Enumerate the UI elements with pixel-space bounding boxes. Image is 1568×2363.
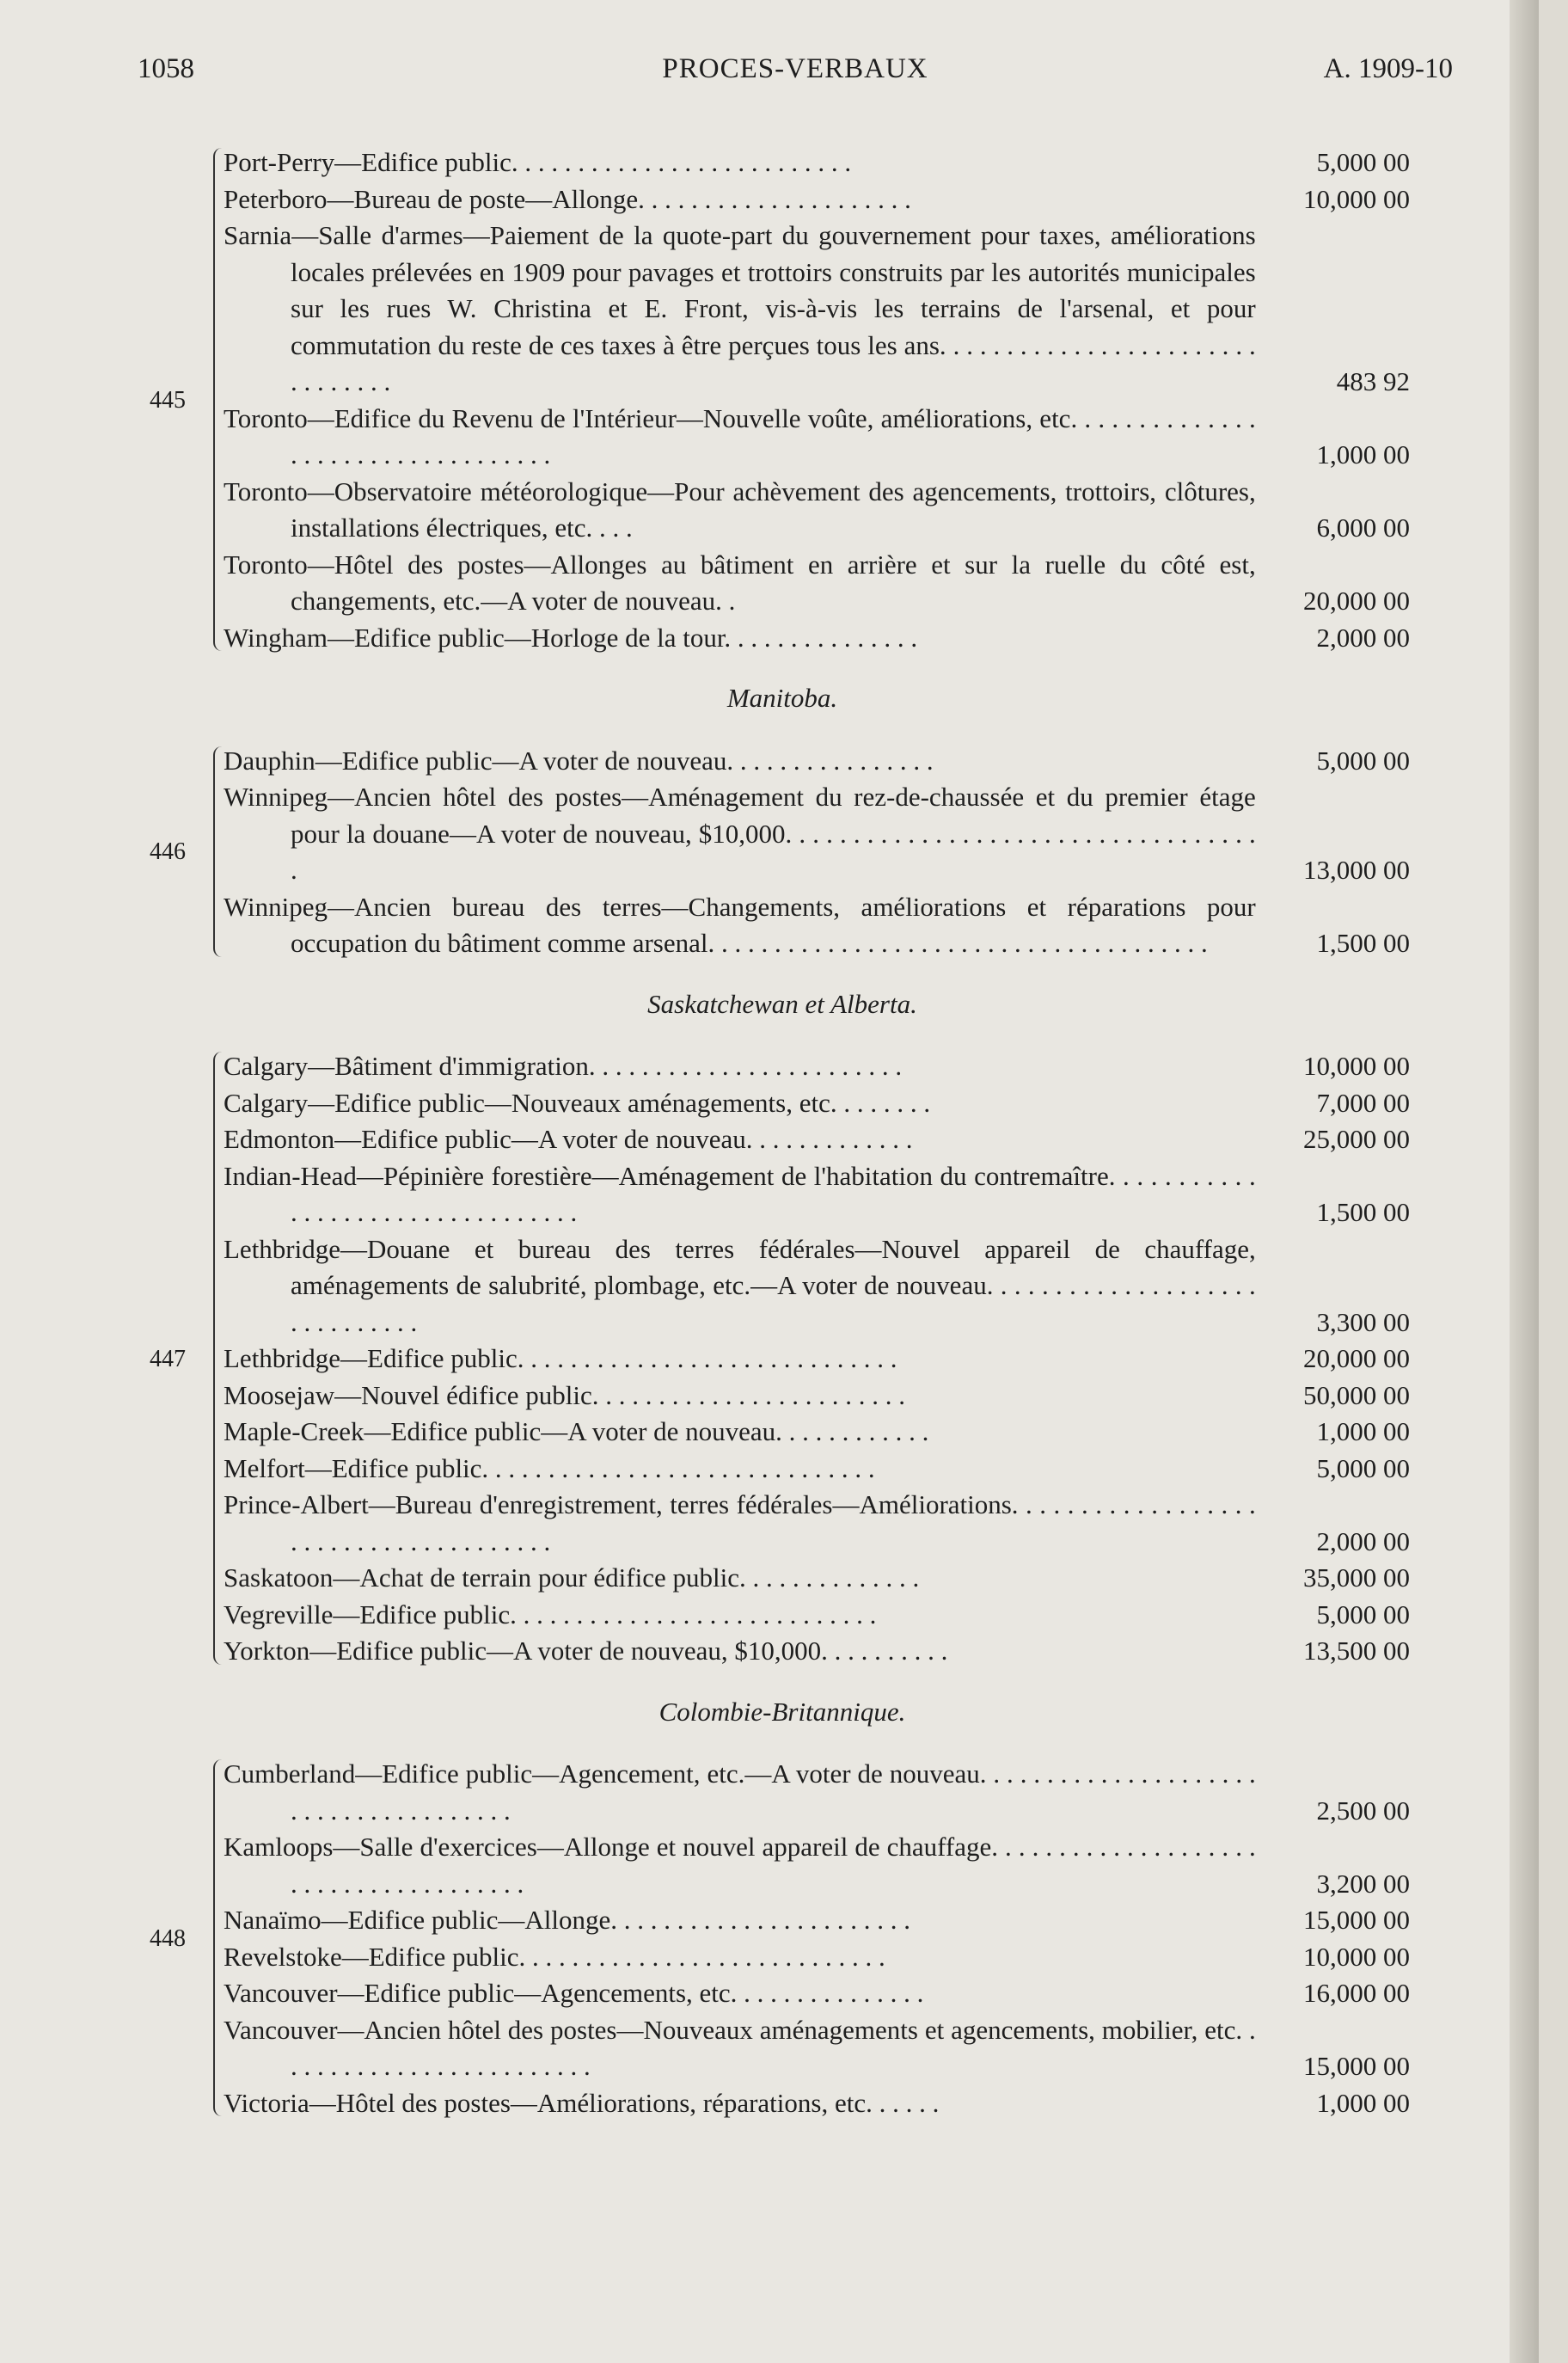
item-list <box>224 1048 1410 1670</box>
list-item <box>224 218 1410 401</box>
item-description: Saskatoon—Achat de terrain pour édifice public. . . . . . . . . . . . . . <box>224 1562 920 1593</box>
item-description: Calgary—Bâtiment d'immigration. . . . . . . . . . . . . . . . . . . . . . . . <box>224 1051 903 1081</box>
item-description: Port-Perry—Edifice public. . . . . . . . . . . . . . . . . . . . . . . . . . <box>224 147 852 177</box>
item-amount: 3,300 00 <box>1316 1306 1410 1337</box>
item-amount: 10,000 00 <box>1303 1051 1410 1081</box>
item-description: Vancouver—Edifice public—Agencements, etc. . . . . . . . . . . . . . . <box>224 1978 924 2008</box>
list-item <box>224 1633 1410 1670</box>
item-description: Peterboro—Bureau de poste—Allonge. . . . . . . . . . . . . . . . . . . . . <box>224 183 911 214</box>
list-item <box>224 1085 1410 1122</box>
binding-gutter <box>1510 0 1539 2363</box>
list-item <box>224 743 1410 780</box>
group-brace <box>213 1759 224 2116</box>
item-list <box>224 144 1410 656</box>
list-item <box>224 474 1410 547</box>
vote-group <box>150 1048 1461 1670</box>
item-description: Victoria—Hôtel des postes—Améliorations, réparations, etc. . . . . . <box>224 2087 940 2118</box>
item-description: Lethbridge—Douane et bureau des terres fédérales—Nouvel appareil de chauffage, aménagements de salubrité, plombage, etc.—A voter de nouveau. . . . . . . . . . . . . . . . . . . . . . . . . . . . . . <box>224 1233 1256 1337</box>
item-amount: 15,000 00 <box>1303 2051 1410 2081</box>
list-item <box>224 1939 1410 1976</box>
item-description: Edmonton—Edifice public—A voter de nouveau. . . . . . . . . . . . . <box>224 1124 913 1154</box>
group-brace <box>213 1052 224 1665</box>
item-description: Indian-Head—Pépinière forestière—Aménagement de l'habitation du contremaître. . . . . . . . . . . . . . . . . . . . . . . . . . . . . . . . . <box>224 1160 1256 1227</box>
list-item <box>224 2085 1410 2122</box>
list-item <box>224 1975 1410 2012</box>
item-amount: 1,500 00 <box>1316 1197 1410 1227</box>
item-description: Vegreville—Edifice public. . . . . . . . . . . . . . . . . . . . . . . . . . . . <box>224 1599 877 1630</box>
list-item <box>224 1121 1410 1158</box>
section-title: Manitoba. <box>726 683 838 713</box>
item-amount: 5,000 00 <box>1316 1452 1410 1483</box>
appropriations-list <box>150 144 1461 2121</box>
list-item <box>224 1451 1410 1488</box>
vote-group <box>150 1756 1461 2121</box>
list-item <box>224 1341 1410 1378</box>
list-item <box>224 547 1410 620</box>
item-amount: 6,000 00 <box>1316 512 1410 543</box>
group-brace <box>213 148 224 651</box>
item-amount: 50,000 00 <box>1303 1379 1410 1410</box>
list-item <box>224 1902 1410 1939</box>
list-item <box>224 1597 1410 1634</box>
item-amount: 3,200 00 <box>1316 1868 1410 1899</box>
item-description: Sarnia—Salle d'armes—Paiement de la quote-part du gouvernement pour taxes, améliorations locales prélevées en 1909 pour pavages et trottoirs construits par les autorités municipales sur les rues W. Christina et E. Front, vis-à-vis les terrains de l'arsenal, et pour commutation du reste de ces taxes à être perçues tous les ans. . . . . . . . . . . . . . . . . . . . . . . . . . . . . . . . <box>224 220 1256 396</box>
item-amount: 13,500 00 <box>1303 1636 1410 1666</box>
item-list <box>224 743 1410 962</box>
list-item <box>224 1231 1410 1341</box>
item-amount: 5,000 00 <box>1316 1599 1410 1630</box>
item-description: Melfort—Edifice public. . . . . . . . . . . . . . . . . . . . . . . . . . . . . . <box>224 1452 875 1483</box>
item-description: Kamloops—Salle d'exercices—Allonge et nouvel appareil de chauffage. . . . . . . . . . . . . . . . . . . . . . . . . . . . . . . . . . . . . . <box>224 1832 1256 1899</box>
group-brace <box>213 746 224 957</box>
item-amount: 5,000 00 <box>1316 147 1410 177</box>
item-description: Toronto—Hôtel des postes—Allonges au bâtiment en arrière et sur la ruelle du côté est, changements, etc.—A voter de nouveau. . <box>224 549 1256 616</box>
vote-number: 448 <box>150 1924 186 1952</box>
list-item <box>224 1048 1410 1085</box>
item-description: Vancouver—Ancien hôtel des postes—Nouveaux aménagements et agencements, mobilier, etc. . . . . . . . . . . . . . . . . . . . . . . . . <box>224 2014 1256 2081</box>
list-item <box>224 1414 1410 1451</box>
item-amount: 25,000 00 <box>1303 1124 1410 1154</box>
item-description: Winnipeg—Ancien bureau des terres—Changements, améliorations et réparations pour occupation du bâtiment comme arsenal. . . . . . . . . . . . . . . . . . . . . . . . . . . . . . . . . . . . . . <box>224 891 1256 958</box>
list-item <box>224 1756 1410 1829</box>
item-amount: 13,000 00 <box>1303 855 1410 885</box>
vote-number: 446 <box>150 838 186 865</box>
item-amount: 1,500 00 <box>1316 928 1410 958</box>
item-amount: 2,000 00 <box>1316 622 1410 653</box>
vote-number: 445 <box>150 386 186 414</box>
item-description: Toronto—Edifice du Revenu de l'Intérieur—Nouvelle voûte, améliorations, etc. . . . . . . . . . . . . . . . . . . . . . . . . . . . . . . . . . <box>224 402 1256 470</box>
list-item <box>224 889 1410 962</box>
page-title: PROCES-VERBAUX <box>662 53 928 84</box>
item-description: Dauphin—Edifice public—A voter de nouveau. . . . . . . . . . . . . . . . <box>224 745 934 776</box>
item-amount: 5,000 00 <box>1316 745 1410 776</box>
session-year: A. 1909-10 <box>1323 53 1453 84</box>
list-item <box>224 1378 1410 1415</box>
item-description: Wingham—Edifice public—Horloge de la tour. . . . . . . . . . . . . . . <box>224 622 918 653</box>
item-description: Calgary—Edifice public—Nouveaux aménagements, etc. . . . . . . . <box>224 1087 931 1118</box>
section-title: Colombie-Britannique. <box>658 1696 906 1727</box>
item-description: Winnipeg—Ancien hôtel des postes—Aménagement du rez-de-chaussée et du premier étage pour la douane—A voter de nouveau, $10,000. . . . . . . . . . . . . . . . . . . . . . . . . . . . . . . . . . . . <box>224 782 1256 885</box>
list-item <box>224 779 1410 889</box>
list-item <box>224 1829 1410 1902</box>
vote-group <box>150 144 1461 656</box>
item-description: Nanaïmo—Edifice public—Allonge. . . . . . . . . . . . . . . . . . . . . . . <box>224 1905 910 1935</box>
item-amount: 483 92 <box>1336 366 1410 396</box>
page-header <box>138 53 1453 100</box>
vote-number: 447 <box>150 1345 186 1372</box>
list-item <box>224 181 1410 218</box>
item-amount: 15,000 00 <box>1303 1905 1410 1935</box>
section-title: Saskatchewan et Alberta. <box>647 988 917 1019</box>
item-amount: 16,000 00 <box>1303 1978 1410 2008</box>
item-description: Cumberland—Edifice public—Agencement, etc.—A voter de nouveau. . . . . . . . . . . . . . . . . . . . . . . . . . . . . . . . . . . . . . <box>224 1758 1256 1826</box>
item-amount: 1,000 00 <box>1316 1416 1410 1446</box>
item-amount: 20,000 00 <box>1303 586 1410 616</box>
list-item <box>224 1158 1410 1231</box>
page-number: 1058 <box>138 53 194 84</box>
item-amount: 10,000 00 <box>1303 183 1410 214</box>
list-item <box>224 1560 1410 1597</box>
item-description: Moosejaw—Nouvel édifice public. . . . . . . . . . . . . . . . . . . . . . . . <box>224 1379 905 1410</box>
list-item <box>224 144 1410 181</box>
list-item <box>224 620 1410 657</box>
list-item <box>224 401 1410 474</box>
item-description: Revelstoke—Edifice public. . . . . . . . . . . . . . . . . . . . . . . . . . . . <box>224 1941 885 1972</box>
item-description: Lethbridge—Edifice public. . . . . . . . . . . . . . . . . . . . . . . . . . . . . <box>224 1343 897 1373</box>
item-amount: 1,000 00 <box>1316 2087 1410 2118</box>
item-description: Toronto—Observatoire météorologique—Pour achèvement des agencements, trottoirs, clôtures, installations électriques, etc. . . . <box>224 476 1256 543</box>
item-list <box>224 1756 1410 2121</box>
item-amount: 2,000 00 <box>1316 1525 1410 1556</box>
item-description: Yorkton—Edifice public—A voter de nouveau, $10,000. . . . . . . . . . <box>224 1636 948 1666</box>
item-description: Prince-Albert—Bureau d'enregistrement, terres fédérales—Améliorations. . . . . . . . . . . . . . . . . . . . . . . . . . . . . . . . . . . . . . <box>224 1489 1256 1556</box>
item-description: Maple-Creek—Edifice public—A voter de nouveau. . . . . . . . . . . . <box>224 1416 929 1446</box>
vote-group <box>150 743 1461 962</box>
item-amount: 7,000 00 <box>1316 1087 1410 1118</box>
list-item <box>224 2012 1410 2085</box>
list-item <box>224 1487 1410 1560</box>
item-amount: 10,000 00 <box>1303 1941 1410 1972</box>
item-amount: 1,000 00 <box>1316 439 1410 470</box>
item-amount: 20,000 00 <box>1303 1343 1410 1373</box>
item-amount: 2,500 00 <box>1316 1795 1410 1826</box>
item-amount: 35,000 00 <box>1303 1562 1410 1593</box>
